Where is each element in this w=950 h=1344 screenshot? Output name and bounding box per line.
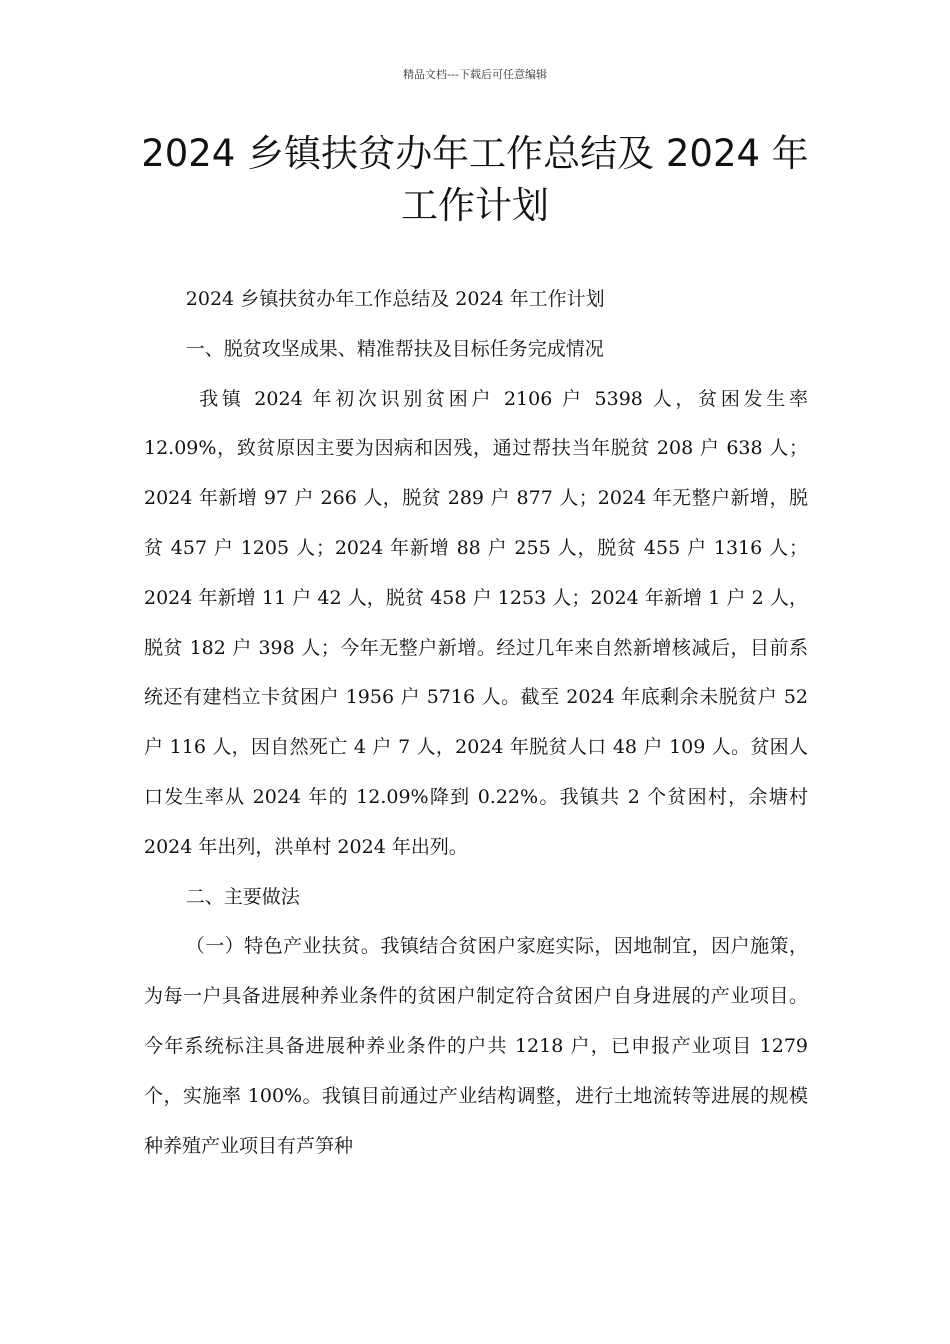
section-heading-2: 二、主要做法 xyxy=(185,885,300,908)
paragraph-poverty-results: 我镇 2024 年初次识别贫困户 2106 户 5398 人，贫困发生率 12.09%，致贫原因主要为因病和因残，通过帮扶当年脱贫 208 户 638 人；2024 年新增 97 户 266 人，脱贫 289 户 877 人；2024 年无整户新增，脱贫 457 户 1205 人；2024 年新增 88 户 255 人，脱贫 455 户 1316 人；2024 年新增 11 户 42 人，脱贫 458 户 1253 人；2024 年新增 1 户 2 人，脱贫 182 户 398 人；今年无整户新增。经过几年来自然新增核减后，目前系统还有建档立卡贫困户 1956 户 5716 人。截至 2024 年底剩余未脱贫户 52 户 116 人，因自然死亡 4 户 7 人，2024 年脱贫人口 48 户 109 人。贫困人口发生率从 2024 年的 12.09%降到 0.22%。我镇共 2 个贫困村，余塘村 2024 年出列，洪单村 2024 年出列。 xyxy=(144,387,808,858)
page-header-note: 精品文档---下载后可任意编辑 xyxy=(403,68,547,81)
section-heading-1: 一、脱贫攻坚成果、精准帮扶及目标任务完成情况 xyxy=(185,337,604,360)
document-body xyxy=(144,275,808,1171)
document-title: 2024 乡镇扶贫办年工作总结及 2024 年工作计划 xyxy=(141,132,809,227)
paragraph-industry-poverty-relief: （一）特色产业扶贫。我镇结合贫困户家庭实际，因地制宜，因户施策，为每一户具备进展种养业条件的贫困户制定符合贫困户自身进展的产业项目。今年系统标注具备进展种养业条件的户共 1218 户，已申报产业项目 1279 个，实施率 100%。我镇目前通过产业结构调整，进行土地流转等进展的规模种养殖产业项目有芦笋种 xyxy=(144,935,808,1157)
body-subtitle: 2024 乡镇扶贫办年工作总结及 2024 年工作计划 xyxy=(185,288,605,310)
